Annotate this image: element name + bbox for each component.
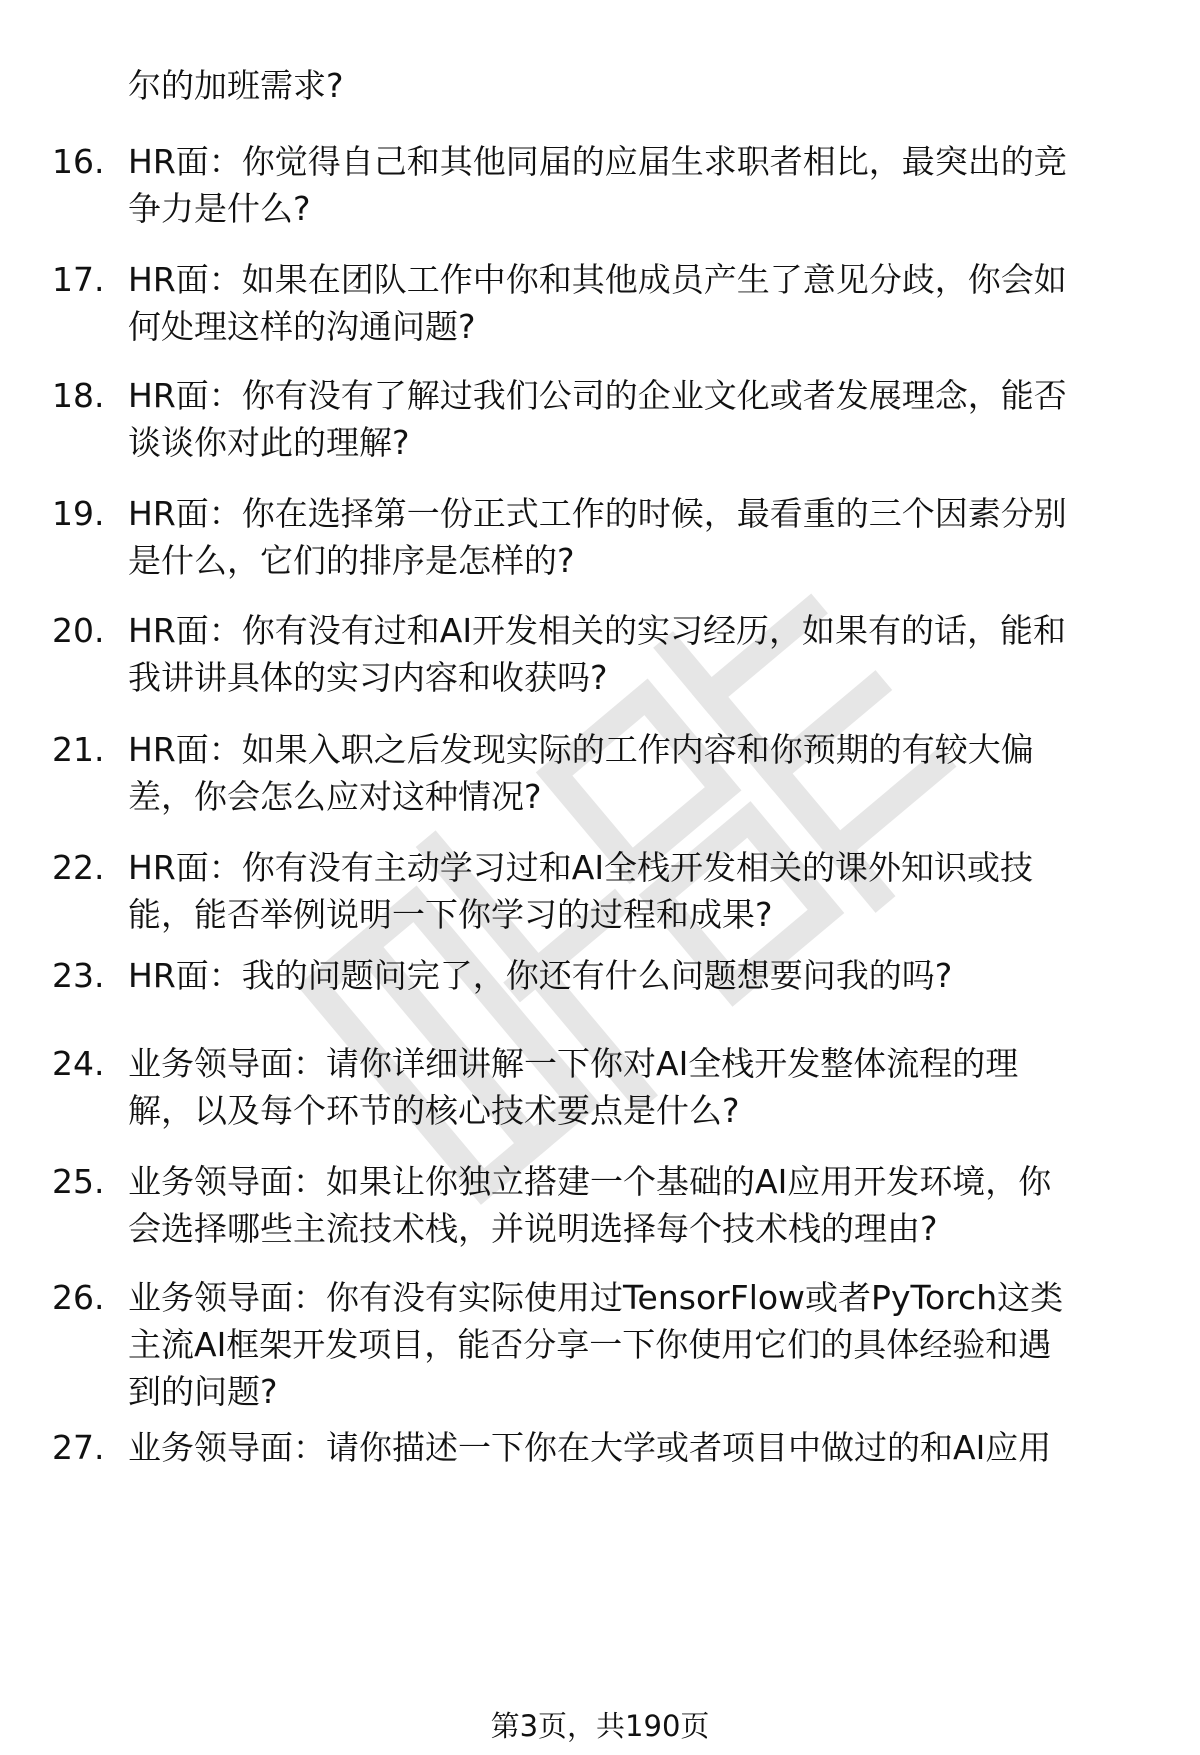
item-text-line: 能，能否举例说明一下你学习的过程和成果? bbox=[128, 895, 773, 934]
item-number: 27. bbox=[52, 1428, 105, 1467]
item-text-line: HR面：你有没有过和AI开发相关的实习经历，如果有的话，能和 bbox=[128, 611, 1067, 650]
item-number: 24. bbox=[52, 1044, 105, 1083]
item-number: 19. bbox=[52, 494, 105, 533]
item-text-line: HR面：你觉得自己和其他同届的应届生求职者相比，最突出的竞 bbox=[128, 142, 1067, 181]
item-text-line: 业务领导面：如果让你独立搭建一个基础的AI应用开发环境，你 bbox=[128, 1162, 1052, 1201]
item-text-line: 争力是什么? bbox=[128, 189, 311, 228]
item-text-line: 到的问题? bbox=[128, 1372, 278, 1411]
item-text-line: 我讲讲具体的实习内容和收获吗? bbox=[128, 658, 608, 697]
item-text-line: HR面：如果在团队工作中你和其他成员产生了意见分歧，你会如 bbox=[128, 260, 1067, 299]
item-number: 23. bbox=[52, 956, 105, 995]
item-number: 21. bbox=[52, 730, 105, 769]
item-number: 18. bbox=[52, 376, 105, 415]
item-number: 16. bbox=[52, 142, 105, 181]
item-number: 26. bbox=[52, 1278, 105, 1317]
item-text-line: 主流AI框架开发项目，能否分享一下你使用它们的具体经验和遇 bbox=[128, 1325, 1052, 1364]
item-number: 20. bbox=[52, 611, 105, 650]
item-text-line: 是什么，它们的排序是怎样的? bbox=[128, 541, 575, 580]
item-text-line: 业务领导面：你有没有实际使用过TensorFlow或者PyTorch这类 bbox=[128, 1278, 1064, 1317]
item-number: 17. bbox=[52, 260, 105, 299]
item-text-line: 解，以及每个环节的核心技术要点是什么? bbox=[128, 1091, 740, 1130]
item-text-line: 何处理这样的沟通问题? bbox=[128, 307, 476, 346]
item-text-line: HR面：如果入职之后发现实际的工作内容和你预期的有较大偏 bbox=[128, 730, 1034, 769]
item-text-line: 差，你会怎么应对这种情况? bbox=[128, 777, 542, 816]
item-text-line: 谈谈你对此的理解? bbox=[128, 423, 410, 462]
item-text-line: 尔的加班需求? bbox=[128, 66, 344, 105]
item-text-line: HR面：你在选择第一份正式工作的时候，最看重的三个因素分别 bbox=[128, 494, 1067, 533]
item-text-line: 会选择哪些主流技术栈，并说明选择每个技术栈的理由? bbox=[128, 1209, 938, 1248]
item-text-line: 业务领导面：请你详细讲解一下你对AI全栈开发整体流程的理 bbox=[128, 1044, 1019, 1083]
item-text-line: 业务领导面：请你描述一下你在大学或者项目中做过的和AI应用 bbox=[128, 1428, 1052, 1467]
item-text-line: HR面：你有没有主动学习过和AI全栈开发相关的课外知识或技 bbox=[128, 848, 1034, 887]
page-footer: 第3页，共190页 bbox=[490, 1709, 710, 1743]
item-number: 22. bbox=[52, 848, 105, 887]
item-number: 25. bbox=[52, 1162, 105, 1201]
item-text-line: HR面：我的问题问完了，你还有什么问题想要问我的吗? bbox=[128, 956, 953, 995]
item-text-line: HR面：你有没有了解过我们公司的企业文化或者发展理念，能否 bbox=[128, 376, 1067, 415]
